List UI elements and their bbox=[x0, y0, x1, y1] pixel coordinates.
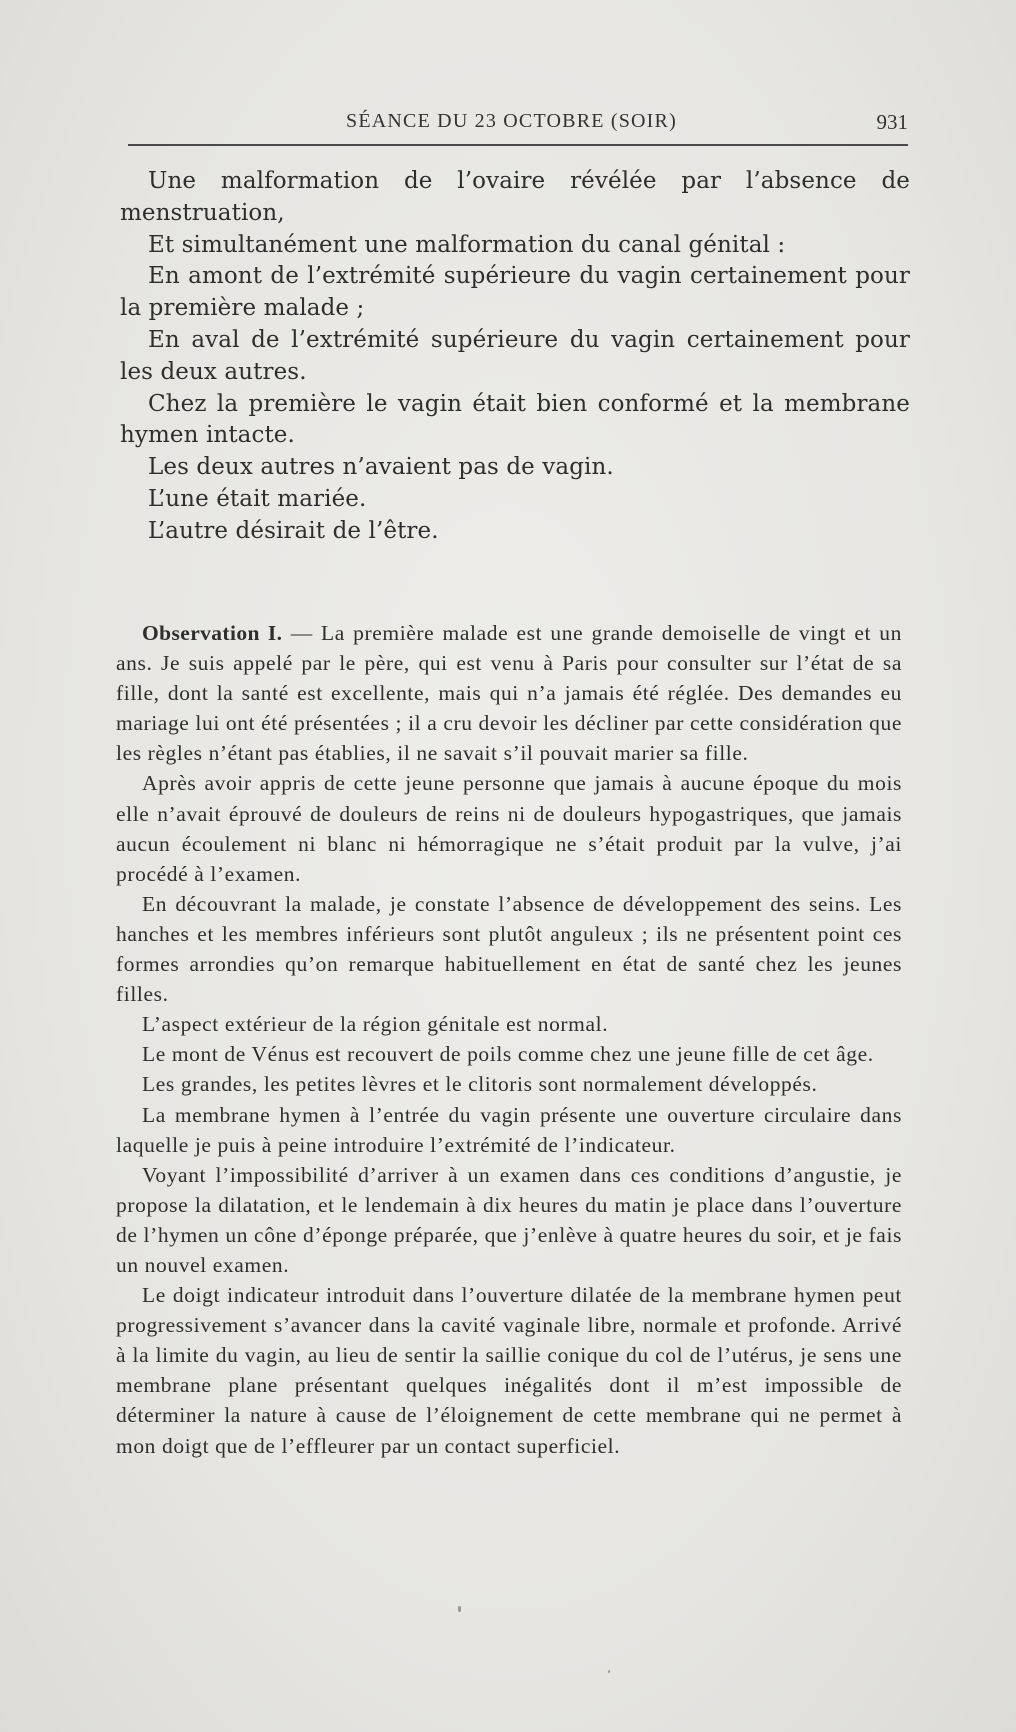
intro-paragraph: Chez la première le vagin était bien conformé et la membrane hymen intacte. bbox=[120, 390, 910, 449]
header-rule bbox=[128, 144, 908, 146]
intro-section bbox=[120, 166, 910, 548]
page-header bbox=[128, 104, 908, 142]
observation-paragraph: L’aspect extérieur de la région génitale est normal. bbox=[142, 1012, 609, 1037]
observation-paragraph: Après avoir appris de cette jeune personne que jamais à aucune époque du mois elle n’avait éprouvé de douleurs de reins ni de douleurs hypogastriques, que jamais aucun écoulement ni blanc ni hémorragique ne s’était produit par la vulve, j’ai procédé à l’examen. bbox=[116, 771, 902, 886]
observation-heading: Observation I. bbox=[142, 621, 283, 645]
running-head: SÉANCE DU 23 OCTOBRE (SOIR) bbox=[346, 110, 677, 132]
intro-paragraph: En aval de l’extrémité supérieure du vagin certainement pour les deux autres. bbox=[120, 326, 910, 385]
observation-paragraph: Le mont de Vénus est recouvert de poils comme chez une jeune fille de cet âge. bbox=[142, 1042, 874, 1067]
intro-paragraph: L’autre désirait de l’être. bbox=[148, 517, 439, 544]
observation-first-paragraph bbox=[116, 618, 902, 768]
intro-paragraph: L’une était mariée. bbox=[148, 485, 367, 512]
page-number: 931 bbox=[876, 110, 908, 134]
intro-paragraph: Une malformation de l’ovaire révélée par l’absence de menstruation, bbox=[120, 168, 910, 226]
observation-paragraph: Voyant l’impossibilité d’arriver à un examen dans ces conditions d’angustie, je propose la dilatation, et le lendemain à dix heures du matin je place dans l’ouverture de l’hymen un cône d’éponge préparée, que j’enlève à quatre heures du soir, et je fais un nouvel examen. bbox=[116, 1162, 902, 1277]
observation-paragraph: En découvrant la malade, je constate l’absence de développement des seins. Les hanches et les membres inférieurs sont plutôt anguleux ; ils ne présentent point ces formes arrondies qu’on remarque habituellement en état de santé chez les jeunes filles. bbox=[116, 891, 902, 1007]
intro-paragraph: Et simultanément une malformation du canal génital : bbox=[148, 231, 786, 258]
intro-paragraph: En amont de l’extrémité supérieure du vagin certainement pour la première malade ; bbox=[120, 263, 910, 322]
observation-section bbox=[116, 618, 902, 1461]
ink-speck bbox=[458, 1606, 461, 1612]
observation-paragraph: Le doigt indicateur introduit dans l’ouverture dilatée de la membrane hymen peut progressivement s’avancer dans la cavité vaginale libre, normale et profonde. Arrivé à la limite du vagin, au lieu de sentir la saillie conique du col de l’utérus, je sens une membrane plane présentant quelques inégalités dont il m’est impossible de déterminer la nature à cause de l’éloignement de cette membrane qui ne permet à mon doigt que de l’effleurer par un contact superficiel. bbox=[116, 1283, 902, 1458]
observation-paragraph: La membrane hymen à l’entrée du vagin présente une ouverture circulaire dans laquelle je puis à peine introduire l’extrémité de l’indicateur. bbox=[116, 1102, 902, 1157]
intro-paragraph: Les deux autres n’avaient pas de vagin. bbox=[148, 454, 614, 481]
observation-paragraph: Les grandes, les petites lèvres et le clitoris sont normalement développés. bbox=[142, 1072, 818, 1097]
ink-speck bbox=[608, 1670, 610, 1673]
observation-first-text: — La première malade est une grande demoiselle de vingt et un ans. Je suis appelé par le père, qui est venu à Paris pour consulter sur l’état de sa fille, dont la santé est excellente, mais qui n’a jamais été réglée. Des demandes eu mariage lui ont été présentées ; il a cru devoir les décliner par cette considération que les règles n’étant pas établies, il ne savait s’il pouvait marier sa fille. bbox=[116, 621, 902, 766]
